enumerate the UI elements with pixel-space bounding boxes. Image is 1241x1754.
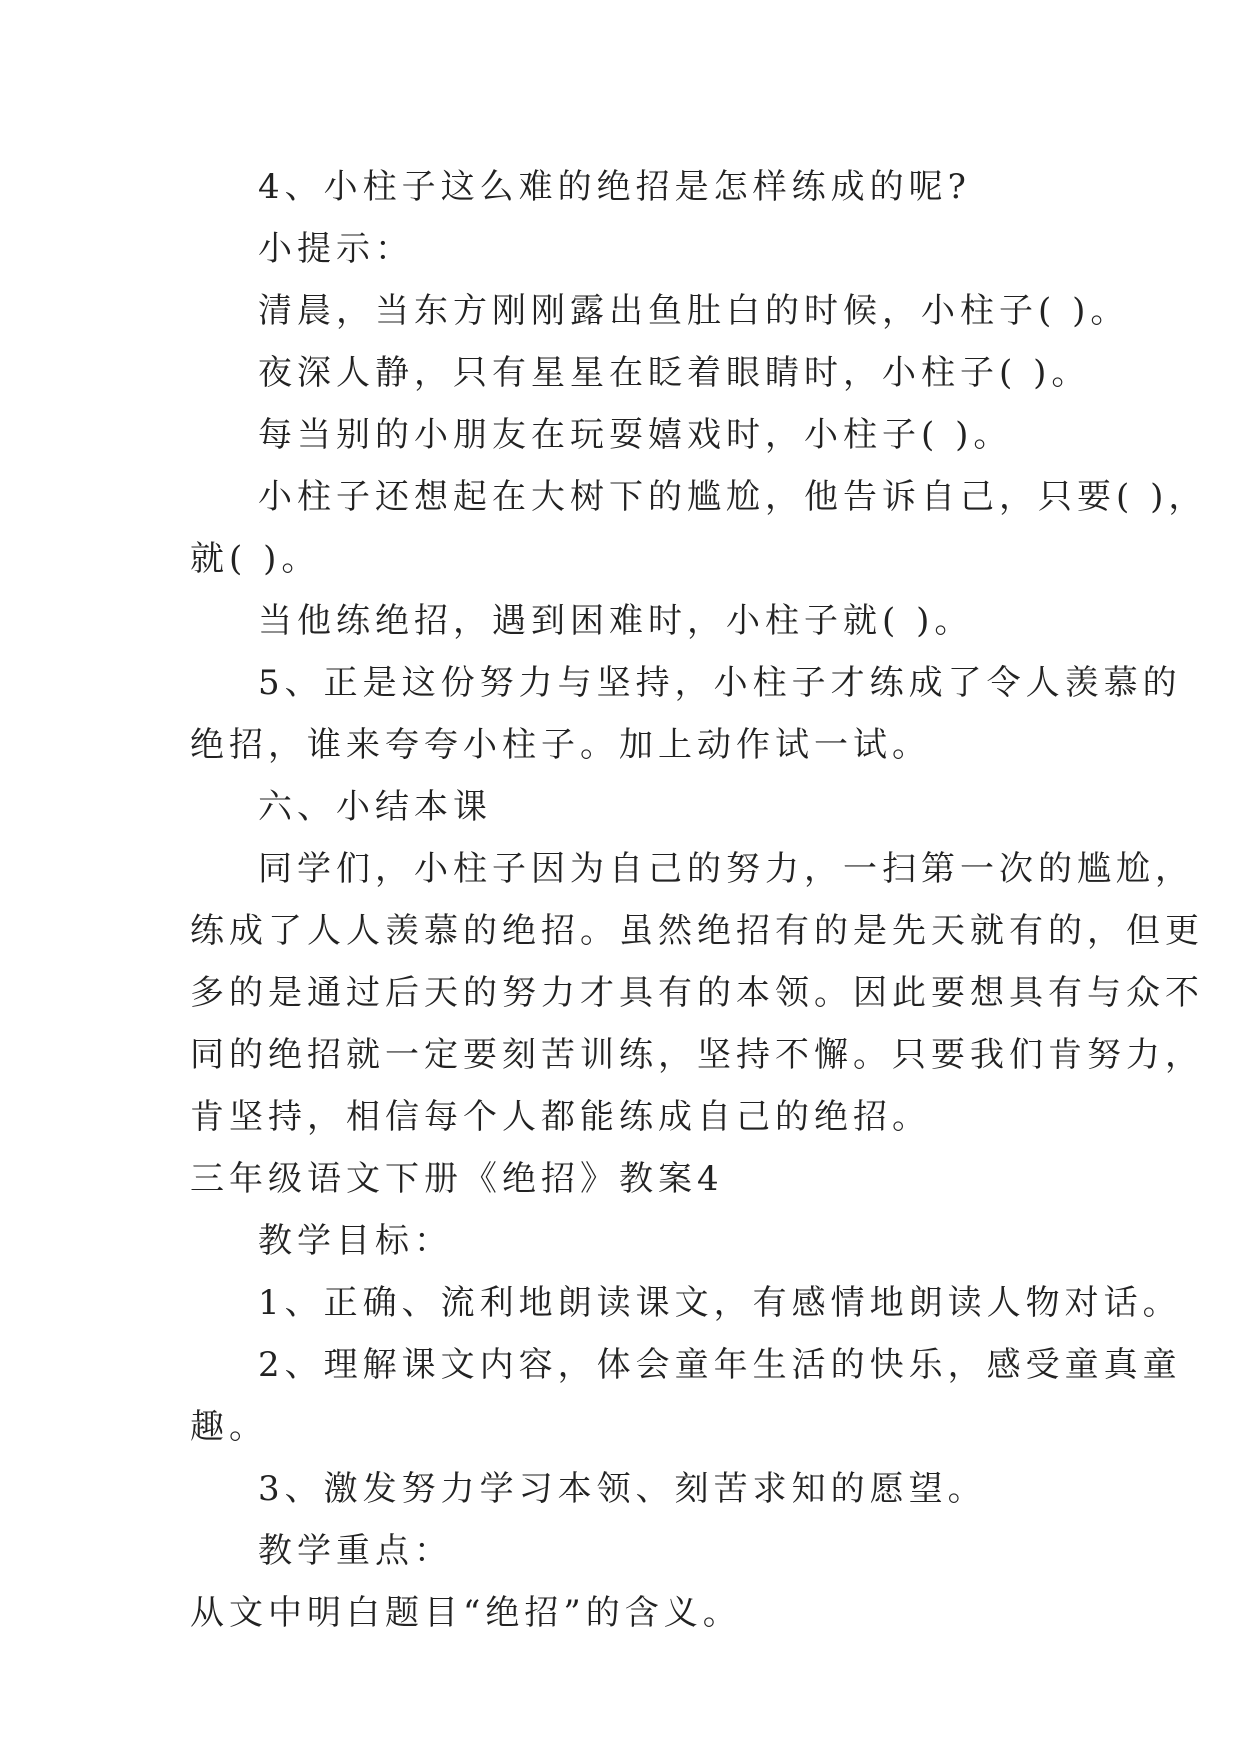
goal-3: 3、激发努力学习本领、刻苦求知的愿望。 <box>258 1469 987 1509</box>
section-six-heading: 六、小结本课 <box>258 787 492 827</box>
goal-2: 2、理解课文内容，体会童年生活的快乐，感受童真童 <box>258 1345 1182 1385</box>
teaching-focus-text: 从文中明白题目“绝招”的含义。 <box>190 1593 742 1633</box>
goal-1: 1、正确、流利地朗读课文，有感情地朗读人物对话。 <box>258 1283 1182 1323</box>
summary-paragraph-line-2: 练成了人人羡慕的绝招。虽然绝招有的是先天就有的，但更 <box>190 911 1204 951</box>
question-5: 5、正是这份努力与坚持，小柱子才练成了令人羡慕的 <box>258 663 1182 703</box>
teaching-focus-heading: 教学重点： <box>258 1531 453 1571</box>
hint-difficulty: 当他练绝招，遇到困难时，小柱子就( )。 <box>258 601 974 641</box>
hint-night: 夜深人静，只有星星在眨着眼睛时，小柱子( )。 <box>258 353 1091 393</box>
question-4: 4、小柱子这么难的绝招是怎样练成的呢? <box>258 167 971 207</box>
summary-paragraph-line-4: 同的绝招就一定要刻苦训练，坚持不懈。只要我们肯努力， <box>190 1035 1204 1075</box>
goal-2-continued: 趣。 <box>190 1407 268 1447</box>
hint-heading: 小提示： <box>258 229 414 269</box>
hint-playtime: 每当别的小朋友在玩耍嬉戏时，小柱子( )。 <box>258 415 1013 455</box>
question-5-continued: 绝招，谁来夸夸小柱子。加上动作试一试。 <box>190 725 931 765</box>
teaching-goals-heading: 教学目标： <box>258 1221 453 1261</box>
hint-morning: 清晨，当东方刚刚露出鱼肚白的时候，小柱子( )。 <box>258 291 1130 331</box>
summary-paragraph-line-3: 多的是通过后天的努力才具有的本领。因此要想具有与众不 <box>190 973 1204 1013</box>
summary-paragraph-line-1: 同学们，小柱子因为自己的努力，一扫第一次的尴尬， <box>258 849 1194 889</box>
summary-paragraph-line-5: 肯坚持，相信每个人都能练成自己的绝招。 <box>190 1097 931 1137</box>
lesson-plan-title: 三年级语文下册《绝招》教案4 <box>190 1159 724 1199</box>
hint-tree: 小柱子还想起在大树下的尴尬，他告诉自己，只要( )， <box>258 477 1208 517</box>
hint-tree-continued: 就( )。 <box>190 539 321 579</box>
